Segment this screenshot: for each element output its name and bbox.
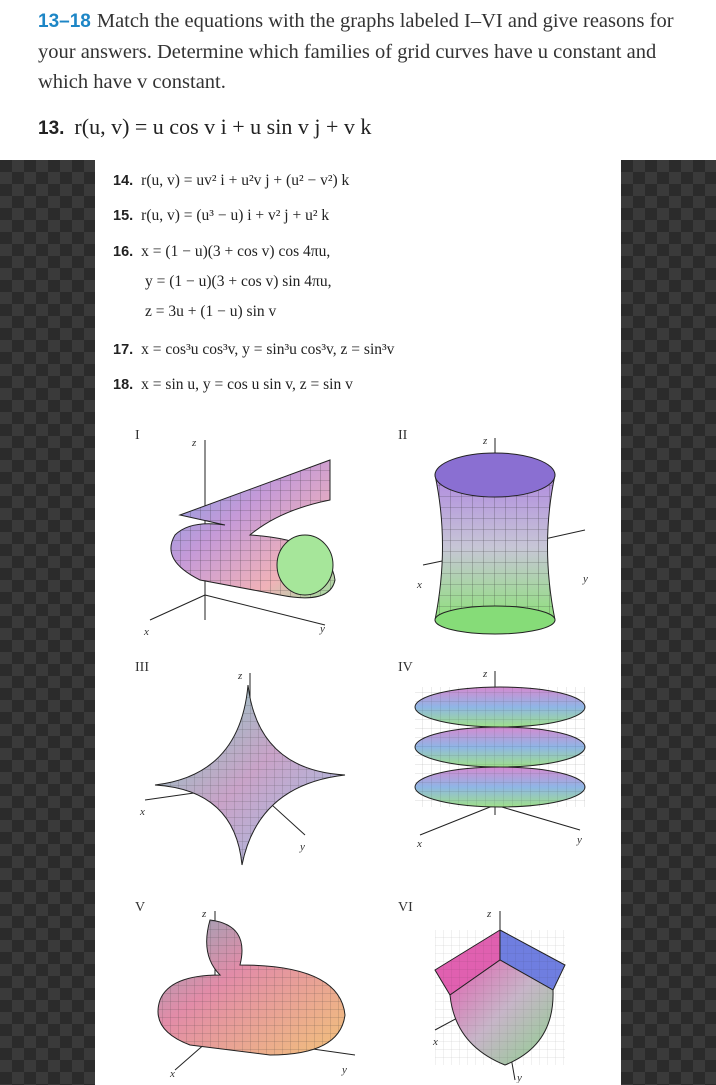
problem-18: 18. x = sin u, y = cos u sin v, z = sin v bbox=[113, 376, 353, 393]
transparent-background-right bbox=[621, 160, 716, 1085]
graph-label-iii: III bbox=[135, 660, 149, 675]
problem-14: 14. r(u, v) = uv² i + u²v j + (u² − v²) k bbox=[113, 172, 350, 189]
svg-text:z: z bbox=[202, 908, 207, 920]
textbook-image bbox=[95, 160, 621, 1085]
svg-text:z: z bbox=[483, 435, 488, 447]
graph-label-iv: IV bbox=[398, 660, 413, 675]
y-axis bbox=[495, 805, 580, 830]
header-section bbox=[0, 0, 716, 160]
svg-text:x: x bbox=[144, 626, 149, 638]
svg-text:x: x bbox=[170, 1068, 175, 1080]
problem-13: 13. r(u, v) = u cos v i + u sin v j + v k bbox=[38, 114, 372, 139]
svg-text:z: z bbox=[487, 908, 492, 920]
svg-text:x: x bbox=[140, 806, 145, 818]
svg-text:z: z bbox=[238, 670, 243, 682]
svg-text:y: y bbox=[577, 834, 582, 846]
y-axis bbox=[205, 595, 325, 625]
svg-text:y: y bbox=[517, 1072, 522, 1083]
problem-17: 17. x = cos³u cos³v, y = sin³u cos³v, z = sin³v bbox=[113, 341, 395, 358]
x-axis bbox=[420, 805, 495, 835]
folded-saddle-surface-icon bbox=[395, 905, 605, 1083]
transparent-background-left bbox=[0, 160, 95, 1085]
x-axis bbox=[150, 595, 205, 620]
cylinder-scroll-surface-icon bbox=[130, 430, 380, 640]
svg-text:x: x bbox=[433, 1036, 438, 1048]
problem-16-line-2: y = (1 − u)(3 + cos v) sin 4πu, bbox=[145, 273, 332, 290]
problem-16-line-3: z = 3u + (1 − u) sin v bbox=[145, 303, 277, 320]
svg-text:x: x bbox=[417, 579, 422, 591]
problem-16: 16. x = (1 − u)(3 + cos v) cos 4πu, bbox=[113, 243, 331, 260]
svg-text:y: y bbox=[300, 841, 305, 853]
svg-text:x: x bbox=[417, 838, 422, 850]
astroid-star-surface-icon bbox=[130, 665, 380, 875]
exercise-instructions bbox=[38, 6, 698, 97]
hyperboloid-surface-icon bbox=[395, 430, 605, 640]
spiral-ramp-surface-icon bbox=[395, 665, 605, 875]
svg-text:z: z bbox=[483, 668, 488, 680]
svg-text:z: z bbox=[192, 437, 197, 449]
coiled-tube-surface-icon bbox=[130, 905, 380, 1080]
instruction-text: Match the equations with the graphs labeled I–VI and give reasons for your answers. Determine which families of grid curves have u constant and which have v constant. bbox=[38, 10, 674, 93]
svg-text:y: y bbox=[320, 623, 325, 635]
graph-label-ii: II bbox=[398, 428, 408, 443]
svg-text:y: y bbox=[342, 1064, 347, 1076]
graph-label-i: I bbox=[135, 428, 140, 443]
graph-label-v: V bbox=[135, 900, 146, 915]
exercise-range: 13–18 bbox=[38, 11, 91, 32]
svg-text:y: y bbox=[583, 573, 588, 585]
graph-label-vi: VI bbox=[398, 900, 413, 915]
problem-15: 15. r(u, v) = (u³ − u) i + v² j + u² k bbox=[113, 207, 330, 224]
